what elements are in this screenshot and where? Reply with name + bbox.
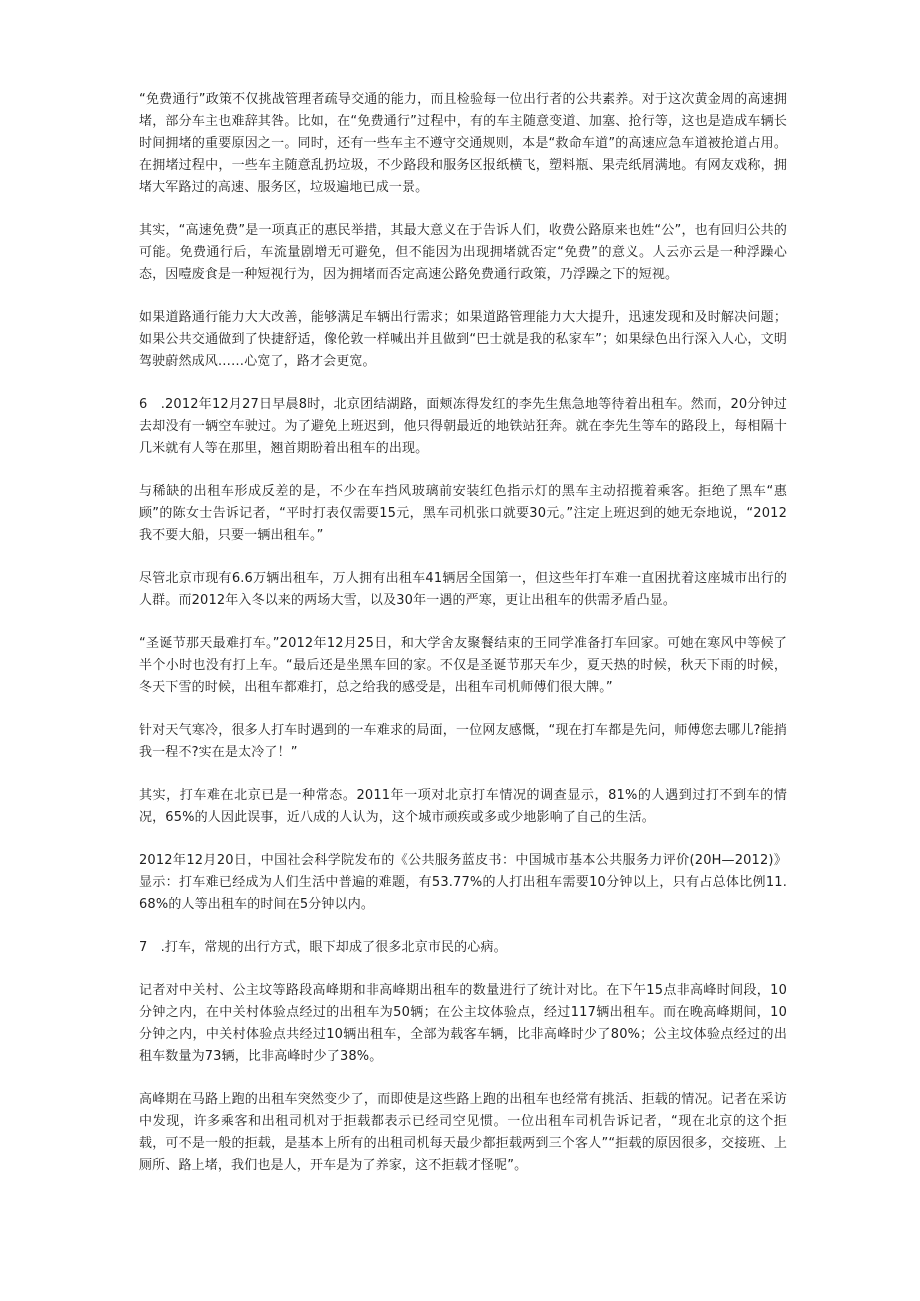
paragraph-black-cabs: 与稀缺的出租车形成反差的是，不少在车挡风玻璃前安装红色指示灯的黑车主动招揽着乘客。拒绝了黑车“惠顾”的陈女士告诉记者，“平时打表仅需要15元，黑车司机张口就要30元。”注定上班迟到的她无奈地说，“2012我不要大船，只要一辆出租车。”: [139, 484, 787, 543]
paragraph-section-7-heading: 7 .打车，常规的出行方式，眼下却成了很多北京市民的心病。: [139, 940, 507, 955]
document-page: [139, 89, 787, 1198]
paragraph-section-6-waiting-taxi: 6 .2012年12月27日早晨8时，北京团结湖路，面颊冻得发红的李先生焦急地等待着出租车。然而，20分钟过去却没有一辆空车驶过。为了避免上班迟到，他只得朝最近的地铁站狂奔。就在李先生等车的路段上，每相隔十几米就有人等在那里，翘首期盼着出租车的出现。: [139, 397, 787, 456]
paragraph-blue-book-2012: 2012年12月20日，中国社会科学院发布的《公共服务蓝皮书：中国城市基本公共服务力评价(20H—2012)》显示：打车难已经成为人们生活中普遍的难题，有53.77%的人打出租车需要10分钟以上，只有占总体比例11. 68%的人等出租车的时间在5分钟以内。: [139, 853, 787, 912]
paragraph-beijing-taxi-count: 尽管北京市现有6.6万辆出租车，万人拥有出租车41辆居全国第一，但这些年打车难一直困扰着这座城市出行的人群。而2012年入冬以来的两场大雪，以及30年一遇的严寒，更让出租车的供需矛盾凸显。: [139, 571, 787, 608]
paragraph-highway-free-meaning: 其实，“高速免费”是一项真正的惠民举措，其最大意义在于告诉人们，收费公路原来也姓“公”，也有回归公共的可能。免费通行后，车流量剧增无可避免，但不能因为出现拥堵就否定“免费”的意义。人云亦云是一种浮躁心态，因噎废食是一种短视行为，因为拥堵而否定高速公路免费通行政策，乃浮躁之下的短视。: [139, 223, 787, 282]
paragraph-free-toll-behavior: “免费通行”政策不仅挑战管理者疏导交通的能力，而且检验每一位出行者的公共素养。对于这次黄金周的高速拥堵，部分车主也难辞其咎。比如，在“免费通行”过程中，有的车主随意变道、加塞、抢行等，这也是造成车辆长时间拥堵的重要原因之一。同时，还有一些车主不遵守交通规则，本是“救命车道”的高速应急车道被抢道占用。在拥堵过程中，一些车主随意乱扔垃圾，不少路段和服务区报纸横飞，塑料瓶、果壳纸屑满地。有网友戏称，拥堵大军路过的高速、服务区，垃圾遍地已成一景。: [139, 92, 787, 195]
paragraph-peak-statistics: 记者对中关村、公主坟等路段高峰期和非高峰期出租车的数量进行了统计对比。在下午15点非高峰时间段，10分钟之内，在中关村体验点经过的出租车为50辆；在公主坟体验点，经过117辆出租车。而在晚高峰期间，10分钟之内，中关村体验点共经过10辆出租车，全部为载客车辆，比非高峰时少了80%；公主坟体验点经过的出租车数量为73辆，比非高峰时少了38%。: [139, 983, 787, 1064]
paragraph-road-wider: 如果道路通行能力大大改善，能够满足车辆出行需求；如果道路管理能力大大提升，迅速发现和及时解决问题；如果公共交通做到了快捷舒适，像伦敦一样喊出并且做到“巴士就是我的私家车”；如果绿色出行深入人心，文明驾驶蔚然成风……心宽了，路才会更宽。: [139, 310, 787, 369]
paragraph-taxi-survey-2011: 其实，打车难在北京已是一种常态。2011年一项对北京打车情况的调查显示，81%的人遇到过打不到车的情况，65%的人因此误事，近八成的人认为，这个城市顽疾或多或少地影响了自己的生活。: [139, 788, 787, 825]
paragraph-refusal: 高峰期在马路上跑的出租车突然变少了，而即使是这些路上跑的出租车也经常有挑活、拒载的情况。记者在采访中发现，许多乘客和出租司机对于拒载都表示已经司空见惯。一位出租车司机告诉记者，“现在北京的这个拒载，可不是一般的拒载，是基本上所有的出租司机每天最少都拒载两到三个客人”“拒载的原因很多，交接班、上厕所、路上堵，我们也是人，开车是为了养家，这不拒载才怪呢”。: [139, 1092, 787, 1173]
paragraph-christmas-taxi: “圣诞节那天最难打车。”2012年12月25日，和大学舍友聚餐结束的王同学准备打车回家。可她在寒风中等候了半个小时也没有打上车。“最后还是坐黑车回的家。不仅是圣诞节那天车少，夏天热的时候，秋天下雨的时候，冬天下雪的时候，出租车都难打，总之给我的感受是，出租车司机师傅们很大牌。”: [139, 636, 787, 695]
paragraph-netizen-comment: 针对天气寒冷，很多人打车时遇到的一车难求的局面，一位网友感慨，“现在打车都是先问，师傅您去哪儿?能捎我一程不?实在是太冷了！”: [139, 723, 787, 760]
